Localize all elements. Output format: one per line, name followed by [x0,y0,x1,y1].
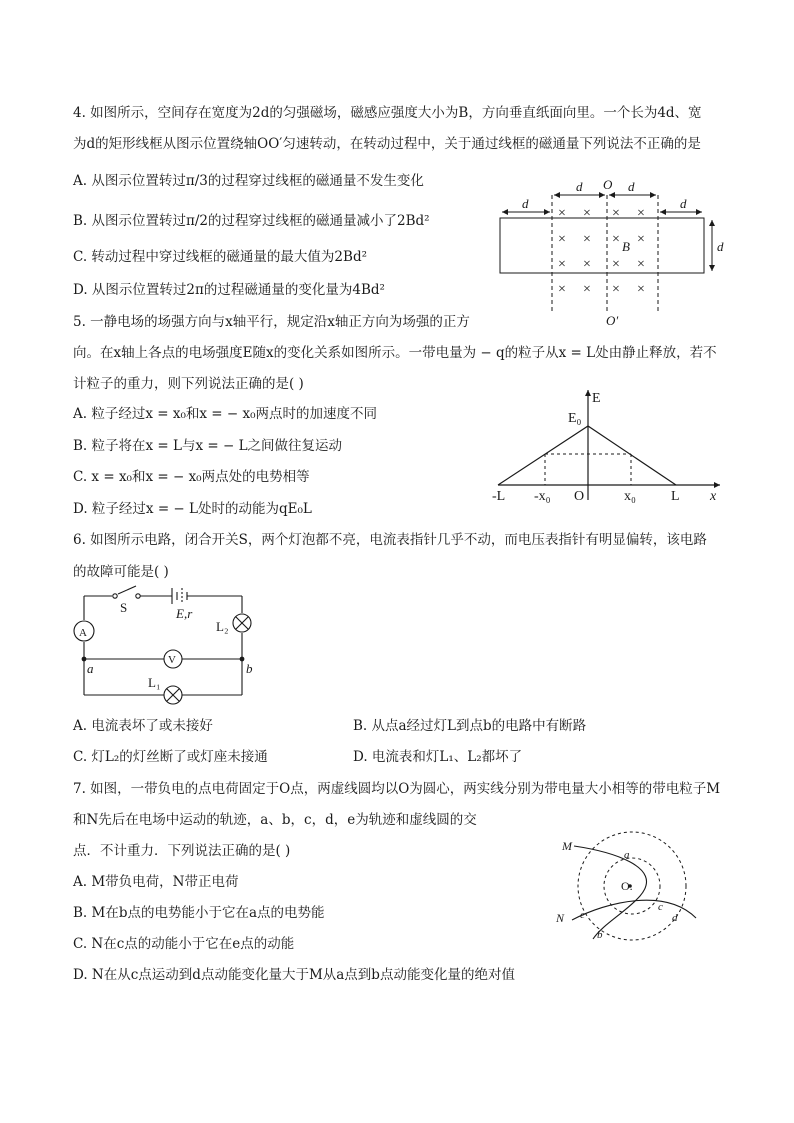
q5-e-arrow [585,390,591,396]
q4-cross: × [612,206,620,221]
q6-switch-contact [113,594,117,598]
q5-label-l: L [671,489,680,504]
q6-option-c: C. 灯L₂的灯丝断了或灯座未接通 [73,749,268,765]
q5-x-arrow [714,482,720,488]
q5-option-c: C. x = x₀和x = − x₀两点处的电势相等 [73,469,310,485]
q6-option-b: B. 从点a经过灯L到点b的电路中有断路 [353,718,587,734]
q6-label-l2: L₂ [216,619,229,634]
q4-cross: × [637,232,645,247]
q5-option-b: B. 粒子将在x = L与x = − L之间做往复运动 [73,438,343,454]
q4-label-d-right: d [680,196,687,211]
q4-cross: × [583,232,591,247]
q4-cross: × [558,282,566,297]
q4-stem-line2: 为d的矩形线框从图示位置绕轴OO′匀速转动，在转动过程中，关于通过线框的磁通量下列说法不正确的是 [73,136,701,152]
q5-label-e: E [592,391,601,406]
q7-label-b: b [597,929,603,941]
q7-option-a: A. M带负电荷，N带正电荷 [73,874,239,890]
q5-stem-line3: 计粒子的重力，则下列说法正确的是( ) [73,376,304,392]
q4-cross: × [558,206,566,221]
q5-label-x0: x₀ [624,489,636,504]
q4-cross: × [637,282,645,297]
q4-option-a: A. 从图示位置转过π/3的过程穿过线框的磁通量不发生变化 [73,173,424,189]
q4-stem-line1: 4. 如图所示，空间存在宽度为2d的匀强磁场，磁感应强度大小为B，方向垂直纸面向里。一个长为4d、宽 [73,105,702,121]
q5-label-origin: O [574,489,585,504]
q7-stem-line1: 7. 如图，一带负电的点电荷固定于O点，两虚线圆均以O为圆心，两实线分别为带电量大小相等的带电粒子M [73,781,721,797]
q6-label-s: S [120,600,128,615]
q5-option-a: A. 粒子经过x = x₀和x = − x₀两点时的加速度不同 [73,406,378,422]
q6-option-d: D. 电流表和灯L₁、L₂都坏了 [353,749,523,765]
q7-label-o: O. [621,879,633,893]
q4-option-c: C. 转动过程中穿过线框的磁通量的最大值为2Bd² [73,249,367,265]
q4-label-d-mid1: d [576,179,583,194]
q4-cross: × [612,282,620,297]
q4-coil-rect [500,218,704,273]
q5-option-d: D. 粒子经过x = − L处时的动能为qE₀L [73,501,312,517]
q7-stem-line3: 点．不计重力．下列说法正确的是( ) [73,843,291,859]
q6-label-b: b [246,661,253,676]
q4-cross: × [637,206,645,221]
q4-cross: × [558,232,566,247]
q6-node-a [82,657,87,662]
q6-label-er: E,r [176,606,193,621]
q6-label-l1: L₁ [148,675,161,690]
q4-label-b: B [622,239,630,254]
q7-option-c: C. N在c点的动能小于它在e点的动能 [73,936,295,952]
q7-option-b: B. M在b点的电势能小于它在a点的电势能 [73,905,325,921]
q6-figure-circuit [70,583,260,708]
q5-label-x: x [710,489,717,504]
q4-cross: × [558,257,566,272]
q5-figure-e-x-graph [488,384,728,506]
q4-cross: × [612,232,620,247]
q6-label-voltmeter: V [168,654,176,666]
q4-label-d-mid2: d [628,179,635,194]
q5-label-neg-x0: -x₀ [534,489,551,504]
q7-label-c: c [658,901,663,913]
q6-stem-line1: 6. 如图所示电路，闭合开关S，两个灯泡都不亮，电流表指针几乎不动，而电压表指针有明显偏转，该电路 [73,532,707,548]
q6-node-b [240,657,245,662]
q5-field-curve [498,426,676,485]
q7-label-a: a [624,849,630,861]
q6-option-a: A. 电流表坏了或未接好 [73,718,213,734]
q5-stem-line1: 5. 一静电场的场强方向与x轴平行，规定沿x轴正方向为场强的正方 [73,314,470,330]
q4-label-o-prime: O′ [606,313,619,328]
q7-label-m: M [562,839,572,853]
q5-stem-line2: 向。在x轴上各点的电场强度E随x的变化关系如图所示。一带电量为 − q的粒子从x = L处由静止释放，若不 [73,345,717,361]
q4-figure-magnetic-field [490,175,730,335]
q5-label-neg-l: -L [492,489,506,504]
q4-cross: × [583,257,591,272]
q4-cross: × [612,257,620,272]
q6-label-a: a [87,661,94,676]
q6-stem-line2: 的故障可能是( ) [73,564,169,580]
q4-label-d-left: d [522,196,529,211]
q7-stem-line2: 和N先后在电场中运动的轨迹，a、b，c，d，e为轨迹和虚线圆的交 [73,812,477,828]
q7-label-e: e [580,909,585,921]
q7-figure-trajectories [548,826,708,948]
q5-label-e0: E₀ [568,411,582,426]
q7-option-d: D. N在从c点运动到d点动能变化量大于M从a点到b点动能变化量的绝对值 [73,967,515,983]
q4-option-d: D. 从图示位置转过2π的过程磁通量的变化量为4Bd² [73,282,385,298]
q4-label-o: O [603,177,613,192]
q7-label-n: N [556,911,565,925]
q7-label-d: d [672,912,678,924]
q7-trajectory-m [574,846,647,939]
q6-switch-contact [136,594,140,598]
q4-option-b: B. 从图示位置转过π/2的过程穿过线框的磁通量减小了2Bd² [73,213,430,229]
q4-label-d-vertical: d [717,239,724,254]
q4-cross: × [583,206,591,221]
q6-label-ammeter: A [79,627,87,639]
q6-switch [118,586,136,594]
q4-cross: × [637,257,645,272]
q4-cross: × [583,282,591,297]
